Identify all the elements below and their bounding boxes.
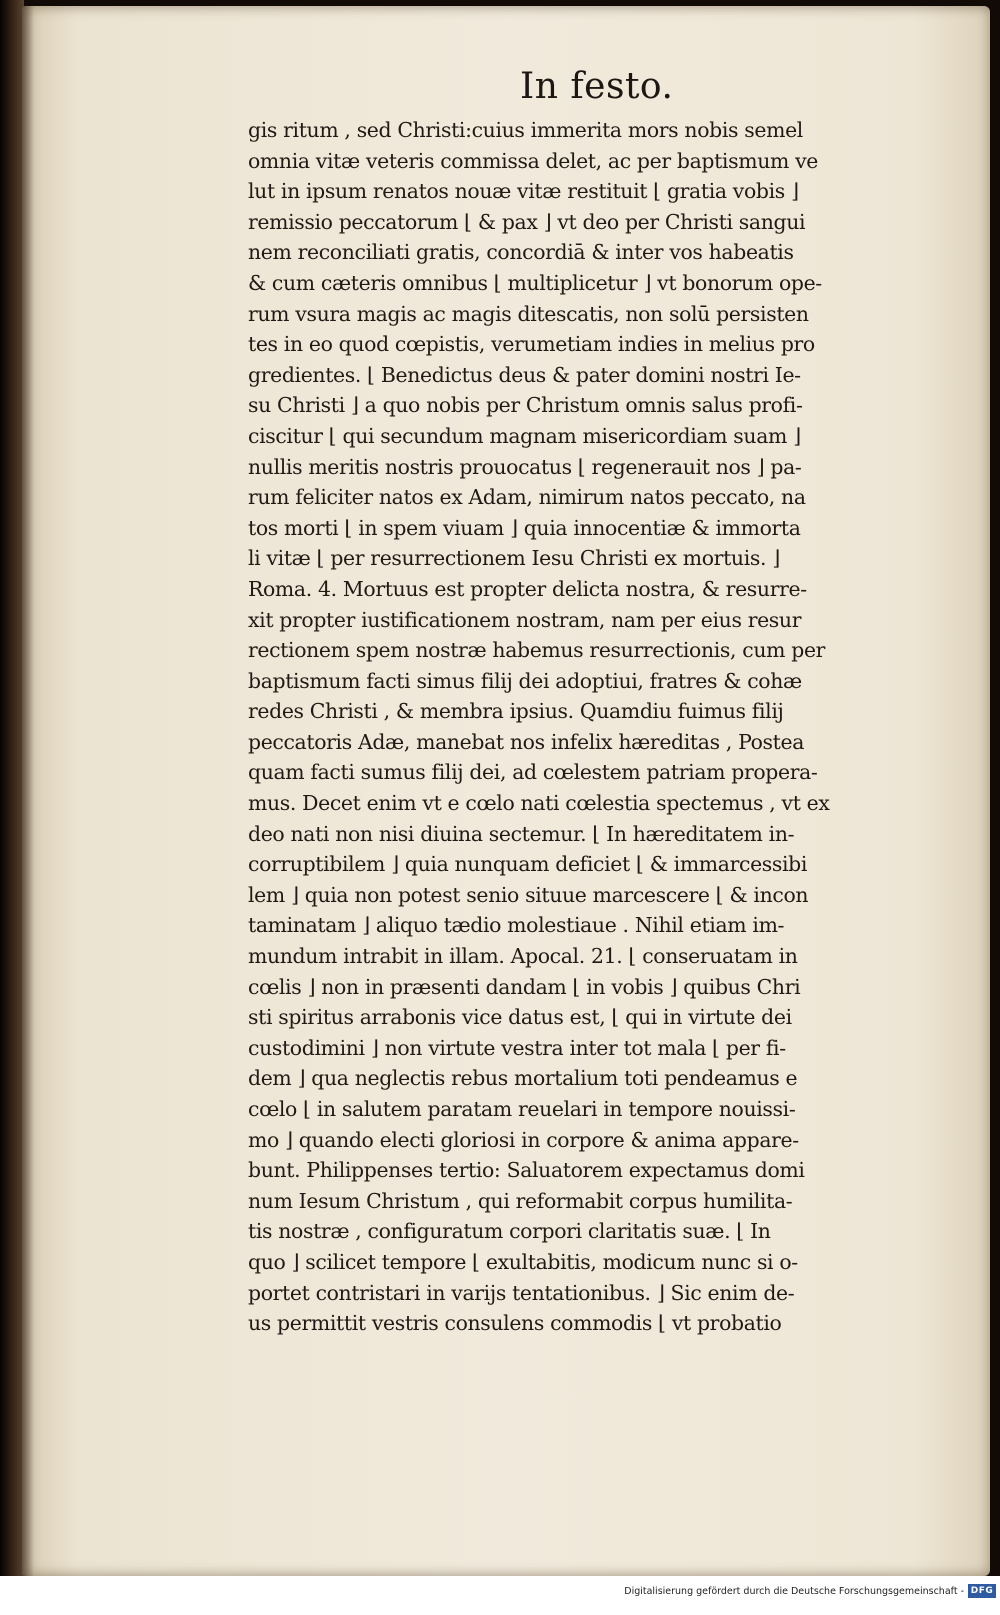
text-line: & cum cæteris omnibus ⌊ multiplicetur ⌋ vt bonorum ope- <box>248 270 822 295</box>
text-line: rum vsura magis ac magis ditescatis, non solū persisten <box>248 301 809 326</box>
text-line: sti spiritus arrabonis vice datus est, ⌊ qui in virtute dei <box>248 1005 792 1030</box>
text-line: baptismum facti simus filij dei adoptiui, fratres & cohæ <box>248 668 802 693</box>
text-line: mus. Decet enim vt e cœlo nati cœlestia spectemus , vt ex <box>248 791 830 816</box>
text-line: li vitæ ⌊ per resurrectionem Iesu Christi ex mortuis. ⌋ <box>248 546 780 571</box>
text-line: remissio peccatorum ⌊ & pax ⌋ vt deo per Christi sangui <box>248 209 806 234</box>
text-line: lem ⌋ quia non potest senio situue marcescere ⌊ & incon <box>248 882 809 907</box>
text-line: mo ⌋ quando electi gloriosi in corpore & anima appare- <box>248 1127 799 1152</box>
text-line: us permittit vestris consulens commodis ⌊ vt probatio <box>248 1311 782 1336</box>
text-line: redes Christi , & membra ipsius. Quamdiu fuimus filij <box>248 699 784 724</box>
text-line: rum feliciter natos ex Adam, nimirum natos peccato, na <box>248 485 806 510</box>
text-line: nem reconciliati gratis, concordiā & inter vos habeatis <box>248 240 794 265</box>
text-line: gredientes. ⌊ Benedictus deus & pater domini nostri Ie- <box>248 362 801 387</box>
text-line: portet contristari in varijs tentationibus. ⌋ Sic enim de- <box>248 1280 795 1305</box>
book-binding-edge <box>0 0 24 1615</box>
body-text <box>248 115 938 1339</box>
text-line: omnia vitæ veteris commissa delet, ac per baptismum ve <box>248 148 818 173</box>
text-line: lut in ipsum renatos nouæ vitæ restituit ⌊ gratia vobis ⌋ <box>248 179 799 204</box>
text-line: xit propter iustificationem nostram, nam per eius resur <box>248 607 802 632</box>
text-line: taminatam ⌋ aliquo tædio molestiaue . Nihil etiam im- <box>248 913 785 938</box>
text-line: quo ⌋ scilicet tempore ⌊ exultabitis, modicum nunc si o- <box>248 1249 798 1274</box>
text-line: num Iesum Christum , qui reformabit corpus humilita- <box>248 1188 793 1213</box>
text-line: peccatoris Adæ, manebat nos infelix hæreditas , Postea <box>248 729 805 754</box>
digitization-footer <box>0 1576 1000 1615</box>
text-line: mundum intrabit in illam. Apocal. 21. ⌊ conseruatam in <box>248 944 798 969</box>
running-head: In festo. <box>520 66 674 107</box>
text-line: nullis meritis nostris prouocatus ⌊ regenerauit nos ⌋ pa- <box>248 454 802 479</box>
text-line: corruptibilem ⌋ quia nunquam deficiet ⌊ & immarcessibi <box>248 852 808 877</box>
text-line: su Christi ⌋ a quo nobis per Christum omnis salus profi- <box>248 393 803 418</box>
text-line: custodimini ⌋ non virtute vestra inter tot mala ⌊ per fi- <box>248 1035 786 1060</box>
text-line: dem ⌋ qua neglectis rebus mortalium toti pendeamus e <box>248 1066 798 1091</box>
text-line: ciscitur ⌊ qui secundum magnam misericordiam suam ⌋ <box>248 423 801 448</box>
text-line: rectionem spem nostræ habemus resurrectionis, cum per <box>248 638 826 663</box>
text-line: deo nati non nisi diuina sectemur. ⌊ In hæreditatem in- <box>248 821 795 846</box>
footer-credit: Digitalisierung gefördert durch die Deutsche Forschungsgemeinschaft - <box>624 1586 964 1597</box>
text-line: gis ritum , sed Christi:cuius immerita mors nobis semel <box>248 118 803 142</box>
text-line: tes in eo quod cœpistis, verumetiam indies in melius pro <box>248 332 815 357</box>
text-line: quam facti sumus filij dei, ad cœlestem patriam propera- <box>248 760 818 785</box>
dfg-logo: DFG <box>968 1584 996 1598</box>
text-line: Roma. 4. Mortuus est propter delicta nostra, & resurre- <box>248 576 807 601</box>
text-line: cœlo ⌊ in salutem paratam reuelari in tempore nouissi- <box>248 1097 796 1121</box>
text-line: tis nostræ , configuratum corpori claritatis suæ. ⌊ In <box>248 1219 771 1244</box>
page-gutter-shadow <box>22 6 34 1576</box>
text-line: bunt. Philippenses tertio: Saluatorem expectamus domi <box>248 1158 805 1183</box>
text-line: cœlis ⌋ non in præsenti dandam ⌊ in vobis ⌋ quibus Chri <box>248 974 801 999</box>
text-line: tos morti ⌊ in spem viuam ⌋ quia innocentiæ & immorta <box>248 515 801 540</box>
